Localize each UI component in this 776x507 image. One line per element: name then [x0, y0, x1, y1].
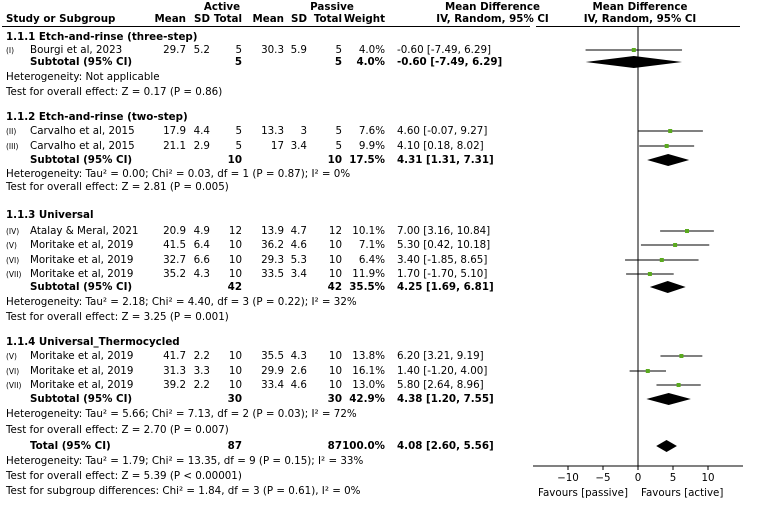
statistics-note: Heterogeneity: Tau² = 2.18; Chi² = 4.40, df = 3 (P = 0.22); I² = 32% — [6, 296, 357, 308]
cell-m1: 29.7 — [163, 44, 186, 56]
cell-n2: 10 — [328, 379, 342, 391]
cell-s2: 5.9 — [290, 44, 307, 56]
cell-ci: 1.70 [-1.70, 5.10] — [397, 268, 488, 280]
x-tick-label: 5 — [669, 472, 677, 484]
subgroup-title: 1.1.4 Universal_Thermocycled — [6, 336, 180, 348]
study-marker: (VI) — [6, 256, 20, 265]
cell-m2: 29.3 — [261, 254, 284, 266]
study-marker: (I) — [6, 46, 15, 55]
cell-s1: 2.9 — [193, 140, 210, 152]
cell-n2: 10 — [328, 365, 342, 377]
cell-s2: 5.3 — [290, 254, 307, 266]
cell-s1: 5.2 — [193, 44, 210, 56]
statistics-note: Heterogeneity: Not applicable — [6, 71, 160, 83]
cell-ci: 1.40 [-1.20, 4.00] — [397, 365, 488, 377]
cell-m1: 41.7 — [163, 350, 186, 362]
study-name: Moritake et al, 2019 — [30, 379, 134, 391]
md-subheader-left: IV, Random, 95% CI — [436, 13, 549, 25]
cell-m2: 36.2 — [261, 239, 284, 251]
cell-m2: 30.3 — [261, 44, 284, 56]
study-marker: (V) — [6, 352, 17, 361]
cell-n1: 5 — [235, 140, 242, 152]
subtotal-label: Subtotal (95% CI) — [30, 281, 133, 293]
cell-m2: 33.4 — [261, 379, 284, 391]
column-header-total-active: Total — [213, 13, 242, 25]
study-name: Moritake et al, 2019 — [30, 268, 134, 280]
study-marker: (VII) — [6, 381, 22, 390]
statistics-note: Heterogeneity: Tau² = 1.79; Chi² = 13.35, df = 9 (P = 0.15); I² = 33% — [6, 455, 364, 467]
subtotal-label: Total (95% CI) — [30, 440, 111, 452]
cell-m2: 17 — [270, 140, 284, 152]
subgroup-title: 1.1.1 Etch-and-rinse (three-step) — [6, 31, 198, 43]
cell-weight: 13.0% — [352, 379, 385, 391]
cell-m2: 33.5 — [261, 268, 284, 280]
cell-n1: 30 — [227, 393, 242, 405]
cell-s2: 4.6 — [290, 239, 307, 251]
study-point — [646, 369, 650, 373]
cell-s2: 4.7 — [290, 225, 307, 237]
statistics-note: Test for overall effect: Z = 3.25 (P = 0.001) — [6, 311, 229, 323]
cell-ci: 4.60 [-0.07, 9.27] — [397, 125, 488, 137]
cell-s1: 2.2 — [193, 350, 210, 362]
statistics-note: Heterogeneity: Tau² = 5.66; Chi² = 7.13, df = 2 (P = 0.03); I² = 72% — [6, 408, 357, 420]
column-header-mean-passive: Mean — [252, 13, 284, 25]
cell-ci: -0.60 [-7.49, 6.29] — [397, 56, 503, 68]
study-marker: (VII) — [6, 270, 22, 279]
cell-n2: 10 — [327, 154, 342, 166]
cell-n2: 5 — [335, 44, 342, 56]
study-point — [660, 258, 664, 262]
md-header-left: Mean Difference — [445, 1, 540, 13]
cell-n1: 10 — [228, 365, 242, 377]
cell-n1: 10 — [228, 239, 242, 251]
cell-ci: 4.25 [1.69, 6.81] — [397, 281, 494, 293]
x-tick-label: −5 — [595, 472, 611, 484]
cell-ci: 7.00 [3.16, 10.84] — [397, 225, 491, 237]
x-tick-label: −10 — [557, 472, 579, 484]
study-name: Bourgi et al, 2023 — [30, 44, 123, 56]
active-group-header: Active — [203, 1, 241, 13]
cell-ci: 4.08 [2.60, 5.56] — [397, 440, 494, 452]
subtotal-label: Subtotal (95% CI) — [30, 56, 133, 68]
study-point — [648, 272, 652, 276]
study-marker: (IV) — [6, 227, 20, 236]
cell-s2: 3.4 — [290, 140, 307, 152]
cell-weight: 4.0% — [356, 56, 385, 68]
cell-n2: 30 — [327, 393, 342, 405]
cell-weight: 35.5% — [349, 281, 385, 293]
study-name: Moritake et al, 2019 — [30, 239, 134, 251]
statistics-note: Test for overall effect: Z = 2.70 (P = 0.007) — [6, 424, 229, 436]
subtotal-label: Subtotal (95% CI) — [30, 393, 133, 405]
study-marker: (III) — [6, 142, 19, 151]
cell-s1: 4.3 — [193, 268, 210, 280]
cell-m1: 35.2 — [163, 268, 186, 280]
cell-s1: 6.6 — [193, 254, 210, 266]
cell-m1: 31.3 — [163, 365, 186, 377]
cell-n2: 5 — [335, 140, 342, 152]
cell-n1: 10 — [228, 268, 242, 280]
column-header-total-passive: Total — [313, 13, 342, 25]
cell-n1: 10 — [228, 379, 242, 391]
cell-n2: 10 — [328, 268, 342, 280]
study-name: Moritake et al, 2019 — [30, 365, 134, 377]
statistics-note: Test for overall effect: Z = 0.17 (P = 0.86) — [6, 86, 223, 98]
cell-weight: 13.8% — [352, 350, 385, 362]
study-name: Moritake et al, 2019 — [30, 254, 134, 266]
cell-s1: 2.2 — [193, 379, 210, 391]
passive-group-header: Passive — [310, 1, 354, 13]
study-marker: (V) — [6, 241, 17, 250]
statistics-note: Heterogeneity: Tau² = 0.00; Chi² = 0.03, df = 1 (P = 0.87); I² = 0% — [6, 168, 351, 180]
subgroup-title: 1.1.3 Universal — [6, 209, 94, 221]
cell-weight: 11.9% — [352, 268, 385, 280]
cell-n2: 5 — [335, 125, 342, 137]
cell-s1: 4.4 — [193, 125, 210, 137]
x-tick-label: 0 — [634, 472, 642, 484]
cell-n1: 5 — [235, 125, 242, 137]
cell-weight: 17.5% — [349, 154, 385, 166]
favours-passive-label: Favours [passive] — [538, 487, 628, 499]
cell-n1: 5 — [234, 56, 242, 68]
cell-n1: 10 — [227, 154, 242, 166]
cell-ci: 4.31 [1.31, 7.31] — [397, 154, 494, 166]
cell-weight: 16.1% — [352, 365, 385, 377]
cell-m1: 39.2 — [163, 379, 186, 391]
cell-s2: 3 — [300, 125, 307, 137]
cell-n2: 10 — [328, 350, 342, 362]
study-name: Moritake et al, 2019 — [30, 350, 134, 362]
cell-m1: 41.5 — [163, 239, 186, 251]
column-header-study: Study or Subgroup — [6, 13, 116, 25]
x-tick-label: 10 — [701, 472, 715, 484]
cell-ci: 3.40 [-1.85, 8.65] — [397, 254, 488, 266]
cell-s1: 6.4 — [193, 239, 210, 251]
cell-m1: 21.1 — [163, 140, 186, 152]
statistics-note: Test for overall effect: Z = 5.39 (P < 0.00001) — [6, 470, 242, 482]
cell-m1: 17.9 — [163, 125, 186, 137]
study-name: Carvalho et al, 2015 — [30, 140, 135, 152]
cell-weight: 7.6% — [358, 125, 385, 137]
cell-weight: 7.1% — [358, 239, 385, 251]
pooled-diamond — [656, 440, 677, 452]
cell-m1: 20.9 — [163, 225, 186, 237]
pooled-diamond — [646, 393, 690, 405]
study-point — [677, 383, 681, 387]
study-marker: (VI) — [6, 367, 20, 376]
cell-m2: 13.3 — [261, 125, 284, 137]
column-header-weight: Weight — [343, 13, 385, 25]
cell-ci: 5.30 [0.42, 10.18] — [397, 239, 491, 251]
favours-active-label: Favours [active] — [641, 487, 724, 499]
study-point — [632, 48, 636, 52]
cell-weight: 10.1% — [352, 225, 385, 237]
cell-n2: 42 — [327, 281, 342, 293]
column-header-mean-active: Mean — [154, 13, 186, 25]
cell-ci: -0.60 [-7.49, 6.29] — [397, 44, 492, 56]
column-header-sd-passive: SD — [291, 13, 307, 25]
cell-ci: 6.20 [3.21, 9.19] — [397, 350, 484, 362]
pooled-diamond — [650, 281, 686, 293]
cell-ci: 4.10 [0.18, 8.02] — [397, 140, 484, 152]
cell-n2: 87 — [327, 440, 342, 452]
cell-s1: 4.9 — [193, 225, 210, 237]
statistics-note: Test for overall effect: Z = 2.81 (P = 0.005) — [6, 181, 229, 193]
study-point — [685, 229, 689, 233]
cell-m1: 32.7 — [163, 254, 186, 266]
study-name: Atalay & Meral, 2021 — [30, 225, 139, 237]
cell-s2: 4.6 — [290, 379, 307, 391]
cell-s2: 4.3 — [290, 350, 307, 362]
study-point — [673, 243, 677, 247]
cell-n2: 12 — [328, 225, 342, 237]
study-point — [665, 144, 669, 148]
cell-s2: 2.6 — [290, 365, 307, 377]
cell-n2: 10 — [328, 254, 342, 266]
cell-s2: 3.4 — [290, 268, 307, 280]
pooled-diamond — [647, 154, 689, 166]
study-name: Carvalho et al, 2015 — [30, 125, 135, 137]
cell-ci: 4.38 [1.20, 7.55] — [397, 393, 494, 405]
cell-n1: 87 — [227, 440, 242, 452]
cell-ci: 5.80 [2.64, 8.96] — [397, 379, 484, 391]
pooled-diamond — [586, 56, 682, 68]
study-marker: (II) — [6, 127, 17, 136]
study-point — [679, 354, 683, 358]
cell-n2: 10 — [328, 239, 342, 251]
cell-weight: 6.4% — [358, 254, 385, 266]
cell-n1: 12 — [228, 225, 242, 237]
column-header-sd-active: SD — [194, 13, 210, 25]
statistics-note: Test for subgroup differences: Chi² = 1.84, df = 3 (P = 0.61), I² = 0% — [6, 485, 361, 497]
subtotal-label: Subtotal (95% CI) — [30, 154, 133, 166]
cell-weight: 4.0% — [358, 44, 385, 56]
md-header-right: Mean Difference — [592, 1, 688, 13]
cell-m2: 13.9 — [261, 225, 284, 237]
cell-s1: 3.3 — [193, 365, 210, 377]
cell-weight: 9.9% — [358, 140, 385, 152]
study-point — [668, 129, 672, 133]
cell-n1: 10 — [228, 350, 242, 362]
cell-n1: 5 — [235, 44, 242, 56]
cell-n2: 5 — [334, 56, 342, 68]
cell-n1: 42 — [227, 281, 242, 293]
md-subheader-right: IV, Random, 95% CI — [583, 13, 697, 25]
cell-m2: 35.5 — [261, 350, 284, 362]
cell-m2: 29.9 — [261, 365, 284, 377]
cell-weight: 100.0% — [342, 440, 385, 452]
cell-weight: 42.9% — [349, 393, 385, 405]
cell-n1: 10 — [228, 254, 242, 266]
subgroup-title: 1.1.2 Etch-and-rinse (two-step) — [6, 111, 188, 123]
